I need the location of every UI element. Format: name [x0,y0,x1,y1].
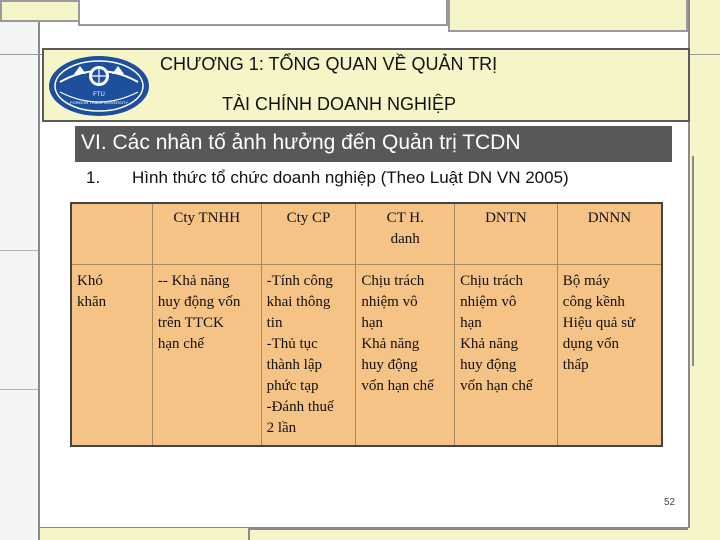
section-heading-bar [75,126,672,162]
ftu-logo-icon [46,52,152,118]
cell-text: hạn chế [157,336,205,352]
university-logo [46,52,152,118]
cell-text: khai thông [266,294,331,310]
table-cell [356,265,455,447]
bottom-right-decor-rect [248,528,688,540]
header-text: DNNN [587,210,632,226]
table-cell [557,265,662,447]
cell-text: 2 lần [266,420,297,436]
cell-text: công kềnh [562,294,625,310]
logo-caption: FOREIGN TRADE UNIVERSITY [70,100,128,105]
cell-text: trên TTCK [157,315,224,331]
table-header-cell [152,203,261,265]
cell-text: -Thủ tục [266,336,318,352]
left-decor-line [38,22,40,540]
table-row [71,265,662,447]
header-text: Cty TNHH [173,210,241,226]
cell-text: huy động [361,357,418,373]
cell-text: Chịu trách [361,273,425,289]
left-decor-grid [0,250,38,390]
table-cell [455,265,558,447]
cell-text: hạn [361,315,384,331]
comparison-table [70,202,663,447]
cell-text: thấp [562,357,589,373]
row-label-cell [71,265,152,447]
section-title: VI. Các nhân tố ảnh hưởng đến Quản trị TCDN [81,131,521,154]
cell-text: Hiệu quả sử [562,315,636,331]
top-left-decor-frame [0,0,80,22]
cell-text: phức tạp [266,378,319,394]
slide-title-line2: TÀI CHÍNH DOANH NGHIỆP [222,94,457,114]
page-number: 52 [664,497,676,508]
header-text: Cty CP [286,210,331,226]
table-header-cell [557,203,662,265]
cell-text: -- Khả năng [157,273,230,289]
cell-text: huy động vốn [157,294,241,310]
cell-text: Khả năng [361,336,420,352]
right-decor-box [692,156,720,366]
table-header-cell [261,203,356,265]
table-header-cell [356,203,455,265]
top-decor-rect [78,0,448,26]
slide-title-line1: CHƯƠNG 1: TỔNG QUAN VỀ QUẢN TRỊ [160,54,498,74]
table-header-cell [455,203,558,265]
top-right-decor-rect [448,0,688,32]
table-cell [261,265,356,447]
cell-text: vốn hạn chế [361,378,434,394]
cell-text: tin [266,315,283,331]
row-label-text: khăn [77,294,107,310]
cell-text: -Tính công [266,273,333,289]
cell-text: -Đánh thuế [266,399,334,415]
cell-text: Khả năng [460,336,518,352]
cell-text: huy động [460,357,517,373]
cell-text: vốn hạn chế [460,378,533,394]
list-item-text: Hình thức tổ chức doanh nghiệp (Theo Luật DN VN 2005) [132,168,569,187]
table-header-cell [71,203,152,265]
row-label-text: Khó [77,273,103,289]
cell-text: Bộ máy [562,273,610,289]
logo-text: FTU [93,92,105,98]
cell-text: dụng vốn [562,336,620,352]
table-header-row [71,203,662,265]
list-item-number: 1. [86,168,101,187]
header-text: danh [390,231,420,247]
cell-text: hạn [460,315,482,331]
cell-text: nhiệm vô [460,294,517,310]
cell-text: nhiệm vô [361,294,418,310]
cell-text: thành lập [266,357,323,373]
header-text: CT H. [386,210,424,226]
table-cell [152,265,261,447]
cell-text: Chịu trách [460,273,523,289]
header-text: DNTN [485,210,527,226]
